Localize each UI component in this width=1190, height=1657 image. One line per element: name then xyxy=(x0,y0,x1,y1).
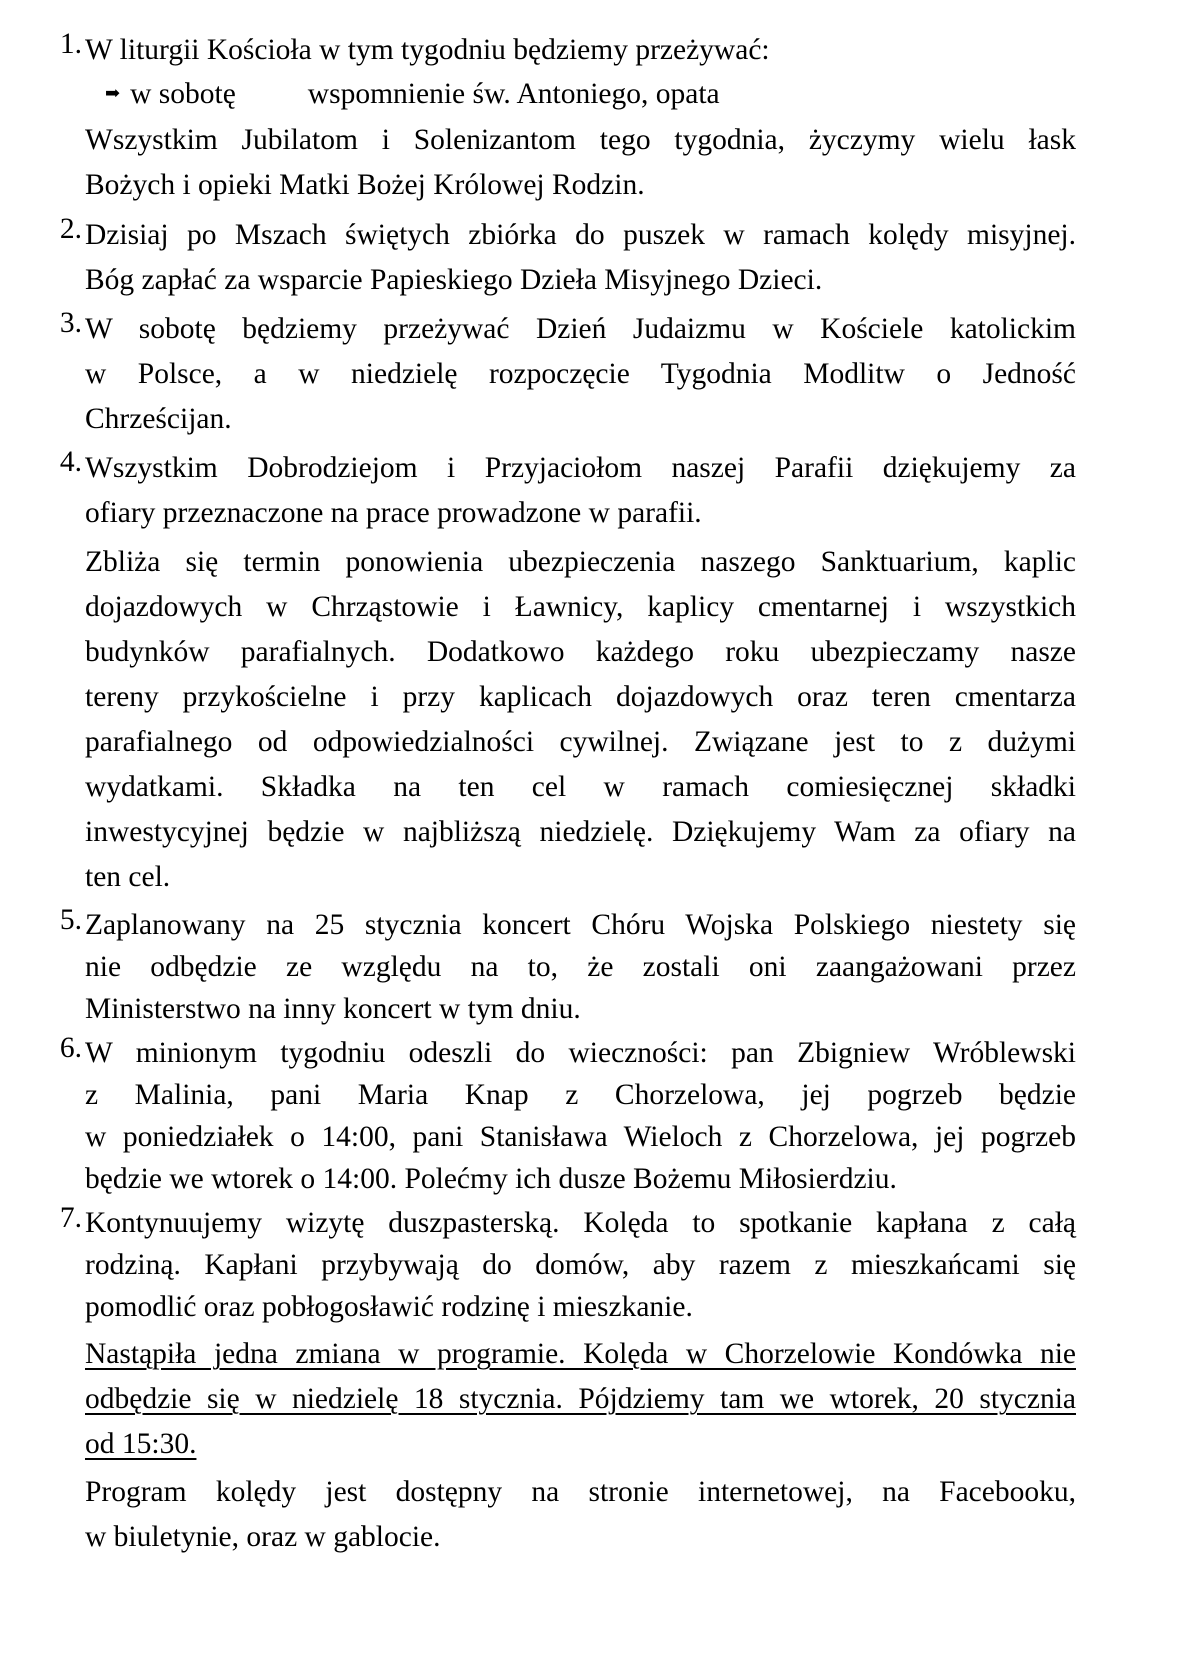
announcement-item-5 xyxy=(48,904,1076,1030)
text-line: w biuletynie, oraz w gablocie. xyxy=(85,1521,441,1553)
item-body xyxy=(85,28,1076,73)
text-line: Bóg zapłać za wsparcie Papieskiego Dzieła Misyjnego Dzieci. xyxy=(85,264,823,296)
right-arrow-icon: ➡ xyxy=(105,83,121,103)
underlined-text: odbędzie się w niedzielę 18 stycznia. Pójdziemy tam we wtorek, 20 stycznia xyxy=(85,1383,1076,1415)
text-line: Wszystkim Dobrodziejom i Przyjaciołom naszej Parafii dziękujemy za xyxy=(85,452,1076,484)
liturgy-bullet xyxy=(105,78,720,111)
text-line: W sobotę będziemy przeżywać Dzień Judaizmu w Kościele katolickim xyxy=(85,313,1076,345)
text-line: wydatkami. Składka na ten cel w ramach comiesięcznej składki xyxy=(85,771,1076,803)
insurance-notice xyxy=(48,540,1076,900)
announcement-item-6 xyxy=(48,1032,1076,1200)
text-line: Zaplanowany na 25 stycznia koncert Chóru Wojska Polskiego niestety się xyxy=(85,909,1076,941)
text-line: Bożych i opieki Matki Bożej Królowej Rodzin. xyxy=(85,169,645,201)
text-line: W minionym tygodniu odeszli do wieczności: pan Zbigniew Wróblewski xyxy=(85,1037,1076,1069)
item-number: 6. xyxy=(59,1032,82,1064)
program-availability xyxy=(48,1470,1076,1560)
item-number: 5. xyxy=(59,904,82,936)
text-line: Ministerstwo na inny koncert w tym dniu. xyxy=(85,993,581,1025)
text-line: w Polsce, a w niedzielę rozpoczęcie Tygodnia Modlitw o Jedność xyxy=(85,358,1076,390)
announcement-item-7 xyxy=(48,1202,1076,1328)
bullet-event: wspomnienie św. Antoniego, opata xyxy=(307,78,720,110)
item-heading: W liturgii Kościoła w tym tygodniu będziemy przeżywać: xyxy=(85,34,770,66)
underlined-text: od 15:30. xyxy=(85,1428,197,1460)
announcement-item-3 xyxy=(48,307,1076,442)
text-line: z Malinia, pani Maria Knap z Chorzelowa, jej pogrzeb będzie xyxy=(85,1079,1076,1111)
text-line: budynków parafialnych. Dodatkowo każdego roku ubezpieczamy nasze xyxy=(85,636,1076,668)
item-number: 7. xyxy=(59,1202,82,1234)
text-line: będzie we wtorek o 14:00. Polećmy ich dusze Bożemu Miłosierdziu. xyxy=(85,1163,897,1195)
text-line: ten cel. xyxy=(85,861,171,893)
item-number: 4. xyxy=(59,446,82,478)
text-line: ofiary przeznaczone na prace prowadzone w parafii. xyxy=(85,497,702,529)
item-number: 2. xyxy=(59,213,82,245)
announcement-item-2 xyxy=(48,213,1076,303)
announcement-item-1 xyxy=(48,28,1076,73)
item-number: 1. xyxy=(59,28,82,60)
jubilee-wishes xyxy=(48,118,1076,208)
text-line: parafialnego od odpowiedzialności cywilnej. Związane jest to z dużymi xyxy=(85,726,1076,758)
text-line: tereny przykościelne i przy kaplicach dojazdowych oraz teren cmentarza xyxy=(85,681,1076,713)
text-line: Zbliża się termin ponowienia ubezpieczenia naszego Sanktuarium, kaplic xyxy=(85,546,1076,578)
underlined-text: Nastąpiła jedna zmiana w programie. Kolęda w Chorzelowie Kondówka nie xyxy=(85,1338,1076,1370)
text-line: rodziną. Kapłani przybywają do domów, aby razem z mieszkańcami się xyxy=(85,1249,1076,1281)
bullet-day: w sobotę xyxy=(130,78,236,110)
text-line: pomodlić oraz pobłogosławić rodzinę i mieszkanie. xyxy=(85,1291,693,1323)
schedule-change-notice xyxy=(48,1332,1076,1467)
text-line: Wszystkim Jubilatom i Solenizantom tego tygodnia, życzymy wielu łask xyxy=(85,124,1076,156)
item-number: 3. xyxy=(59,307,82,339)
announcement-item-4 xyxy=(48,446,1076,536)
text-line: Kontynuujemy wizytę duszpasterską. Kolęda to spotkanie kapłana z całą xyxy=(85,1207,1076,1239)
text-line: Chrześcijan. xyxy=(85,403,232,435)
text-line: Dzisiaj po Mszach świętych zbiórka do puszek w ramach kolędy misyjnej. xyxy=(85,219,1076,251)
text-line: w poniedziałek o 14:00, pani Stanisława Wieloch z Chorzelowa, jej pogrzeb xyxy=(85,1121,1076,1153)
text-line: inwestycyjnej będzie w najbliższą niedzielę. Dziękujemy Wam za ofiary na xyxy=(85,816,1076,848)
text-line: Program kolędy jest dostępny na stronie internetowej, na Facebooku, xyxy=(85,1476,1076,1508)
text-line: nie odbędzie ze względu na to, że zostali oni zaangażowani przez xyxy=(85,951,1076,983)
text-line: dojazdowych w Chrząstowie i Ławnicy, kaplicy cmentarnej i wszystkich xyxy=(85,591,1076,623)
